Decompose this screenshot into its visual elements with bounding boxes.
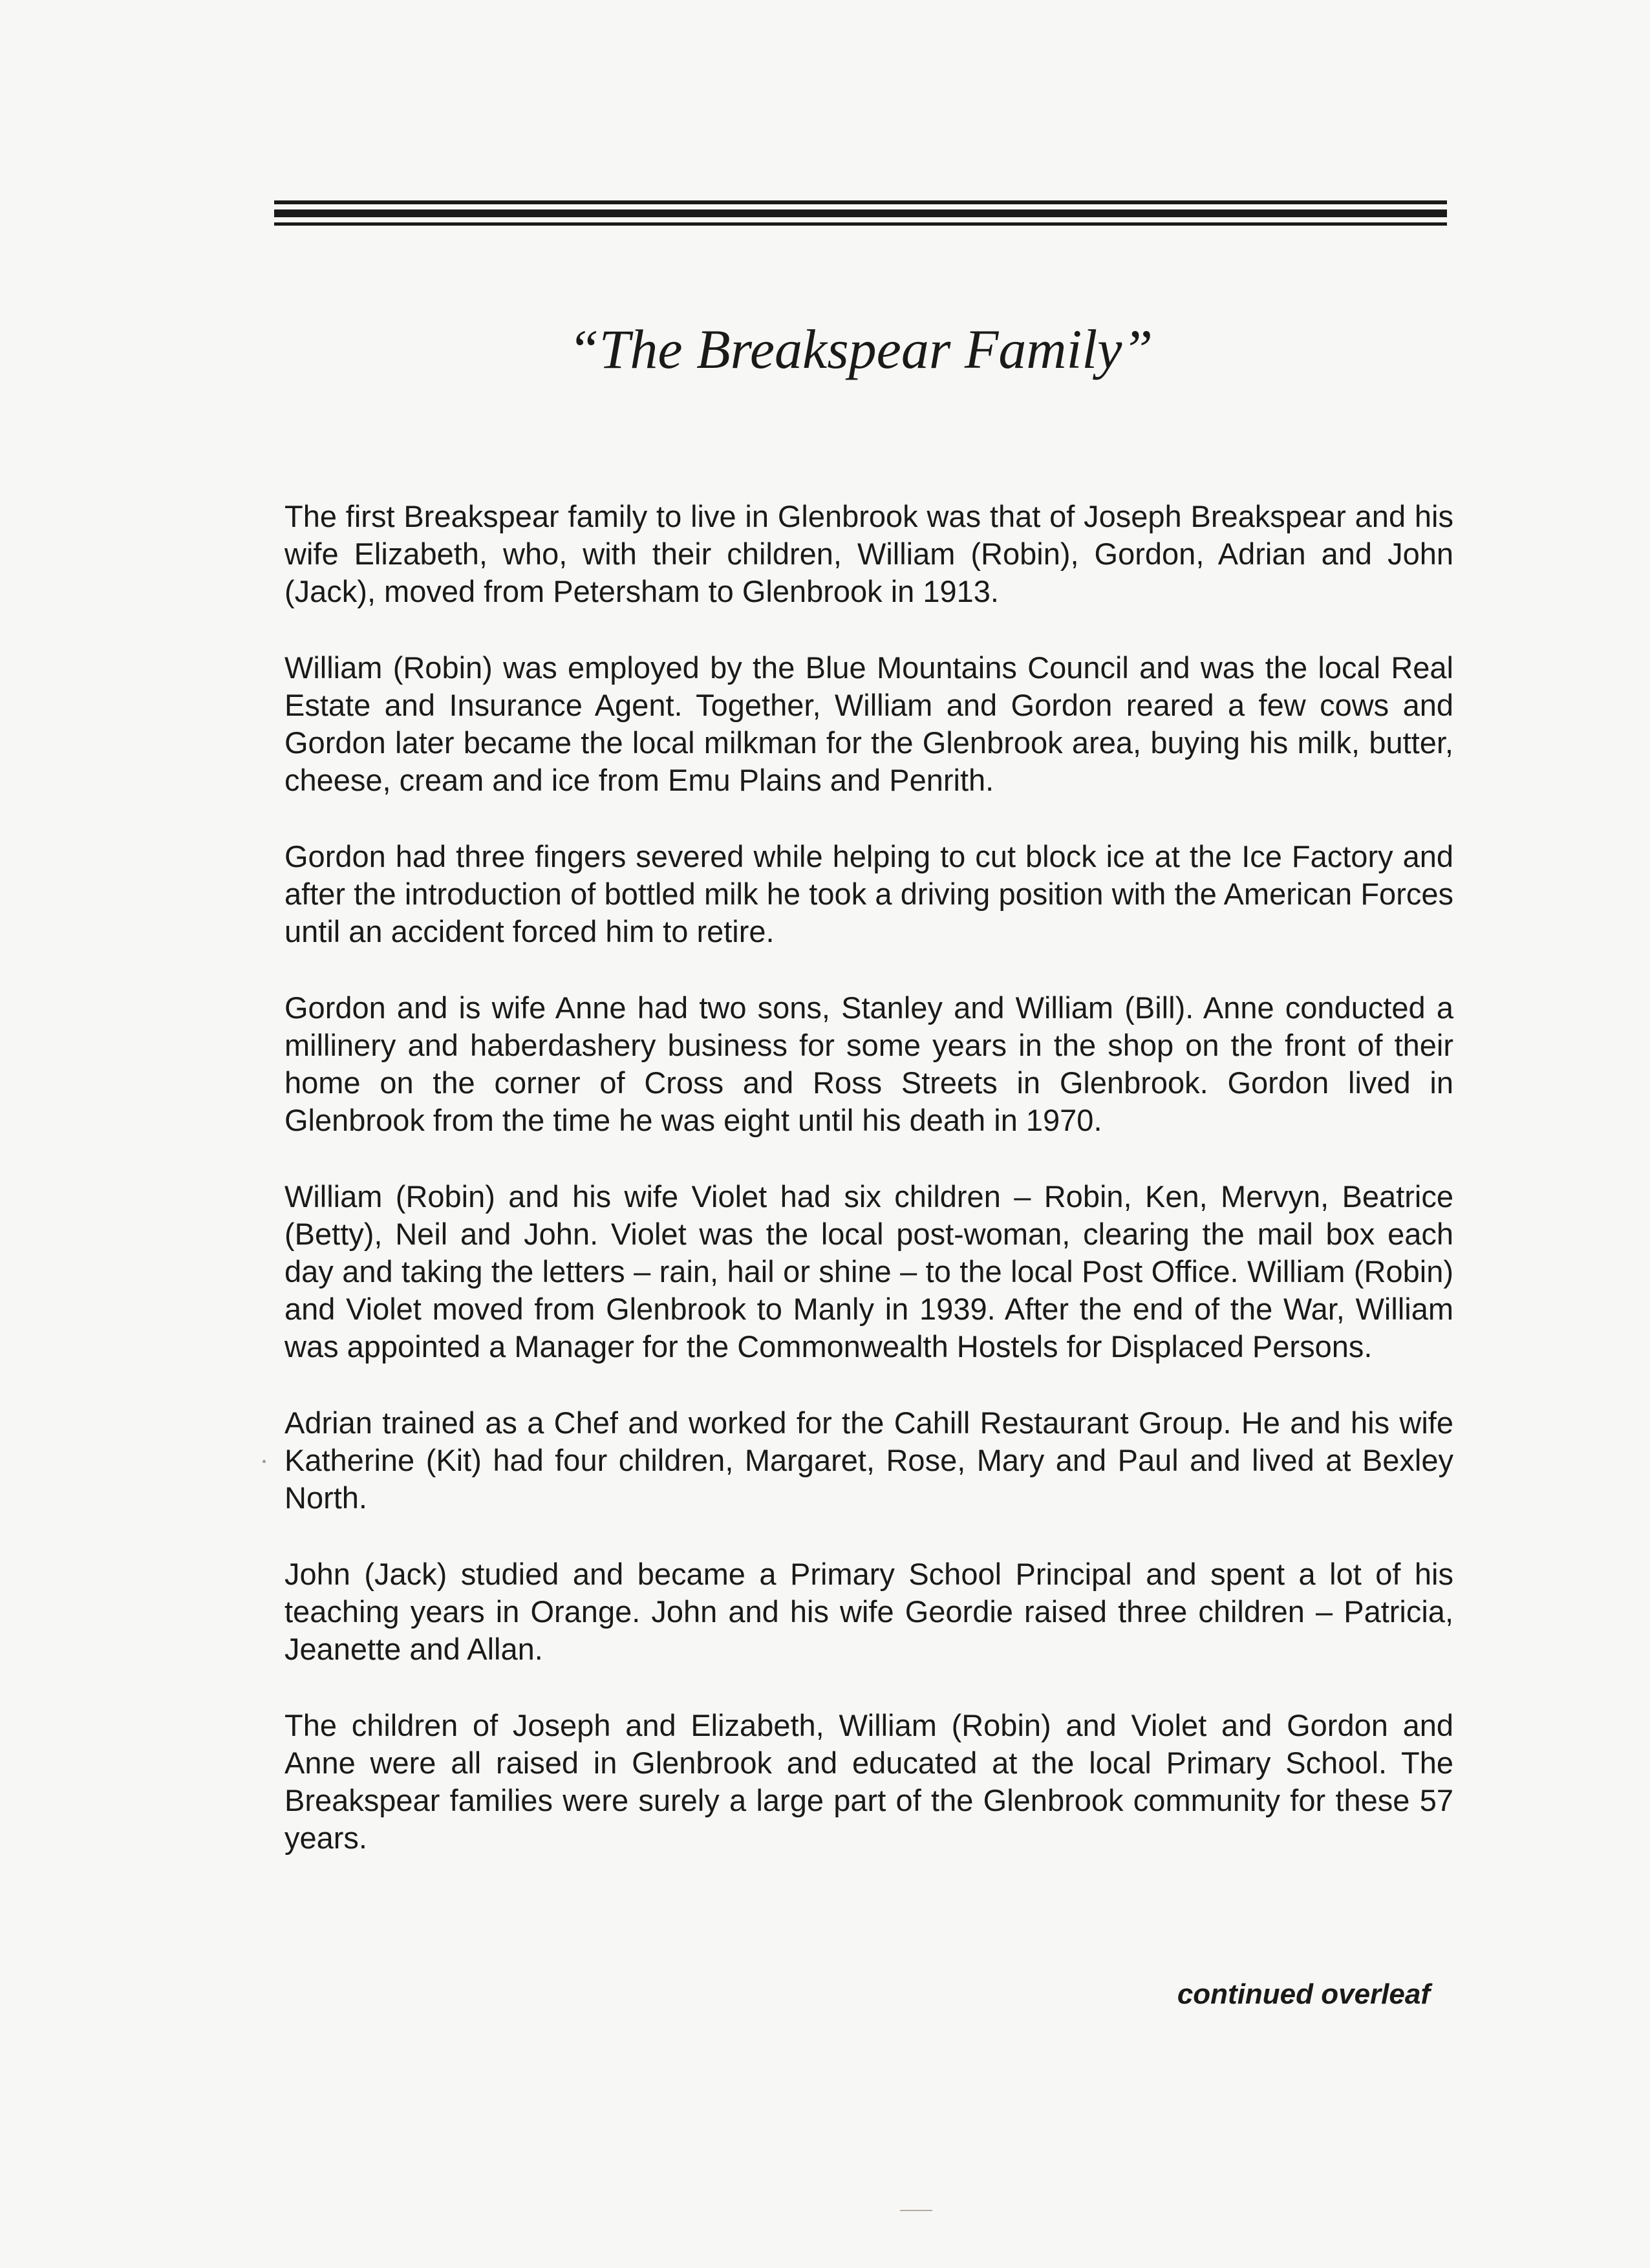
scan-speck (262, 1460, 266, 1463)
rule-line-bottom (274, 222, 1447, 226)
paragraph-8: The children of Joseph and Elizabeth, William (Robin) and Violet and Gordon and Anne were all raised in Glenbrook and educated at the local Primary School. The Breakspear families were surely a large part of the Glenbrook community for these 57 years. (284, 1708, 1453, 1855)
paragraph-6: Adrian trained as a Chef and worked for the Cahill Restaurant Group. He and his wife Katherine (Kit) had four children, Margaret, Rose, Mary and Paul and lived at Bexley North. (284, 1406, 1453, 1515)
paragraph-4: Gordon and is wife Anne had two sons, Stanley and William (Bill). Anne conducted a millinery and haberdashery business for some years in the shop on the front of their home on the corner of Cross and Ross Streets in Glenbrook. Gordon lived in Glenbrook from the time he was eight until his death in 1970. (284, 990, 1453, 1137)
paragraph-5: William (Robin) and his wife Violet had six children – Robin, Ken, Mervyn, Beatrice (Betty), Neil and John. Violet was the local post-woman, clearing the mail box each day and taking the letters – rain, hail or shine – to the local Post Office. William (Robin) and Violet moved from Glenbrook to Manly in 1939. After the end of the War, William was appointed a Manager for the Commonwealth Hostels for Displaced Persons. (284, 1179, 1453, 1364)
rule-line-middle (274, 209, 1447, 217)
scan-mark (900, 2210, 932, 2211)
rule-line-top (274, 200, 1447, 204)
document-body (284, 498, 1453, 1896)
paragraph-3: Gordon had three fingers severed while helping to cut block ice at the Ice Factory and after the introduction of bottled milk he took a driving position with the American Forces until an accident forced him to retire. (284, 839, 1453, 948)
paragraph-2: William (Robin) was employed by the Blue Mountains Council and was the local Real Estate and Insurance Agent. Together, William and Gordon reared a few cows and Gordon later became the local milkman for the Glenbrook area, buying his milk, butter, cheese, cream and ice from Emu Plains and Penrith. (284, 650, 1453, 797)
header-rule (274, 200, 1447, 233)
paragraph-1: The first Breakspear family to live in Glenbrook was that of Joseph Breakspear and his wife Elizabeth, who, with their children, William (Robin), Gordon, Adrian and John (Jack), moved from Petersham to Glenbrook in 1913. (284, 499, 1453, 608)
continued-overleaf-note: continued overleaf (1177, 1978, 1430, 2010)
document-title: “The Breakspear Family” (568, 318, 1153, 380)
paragraph-7: John (Jack) studied and became a Primary School Principal and spent a lot of his teaching years in Orange. John and his wife Geordie raised three children – Patricia, Jeanette and Allan. (284, 1557, 1453, 1666)
